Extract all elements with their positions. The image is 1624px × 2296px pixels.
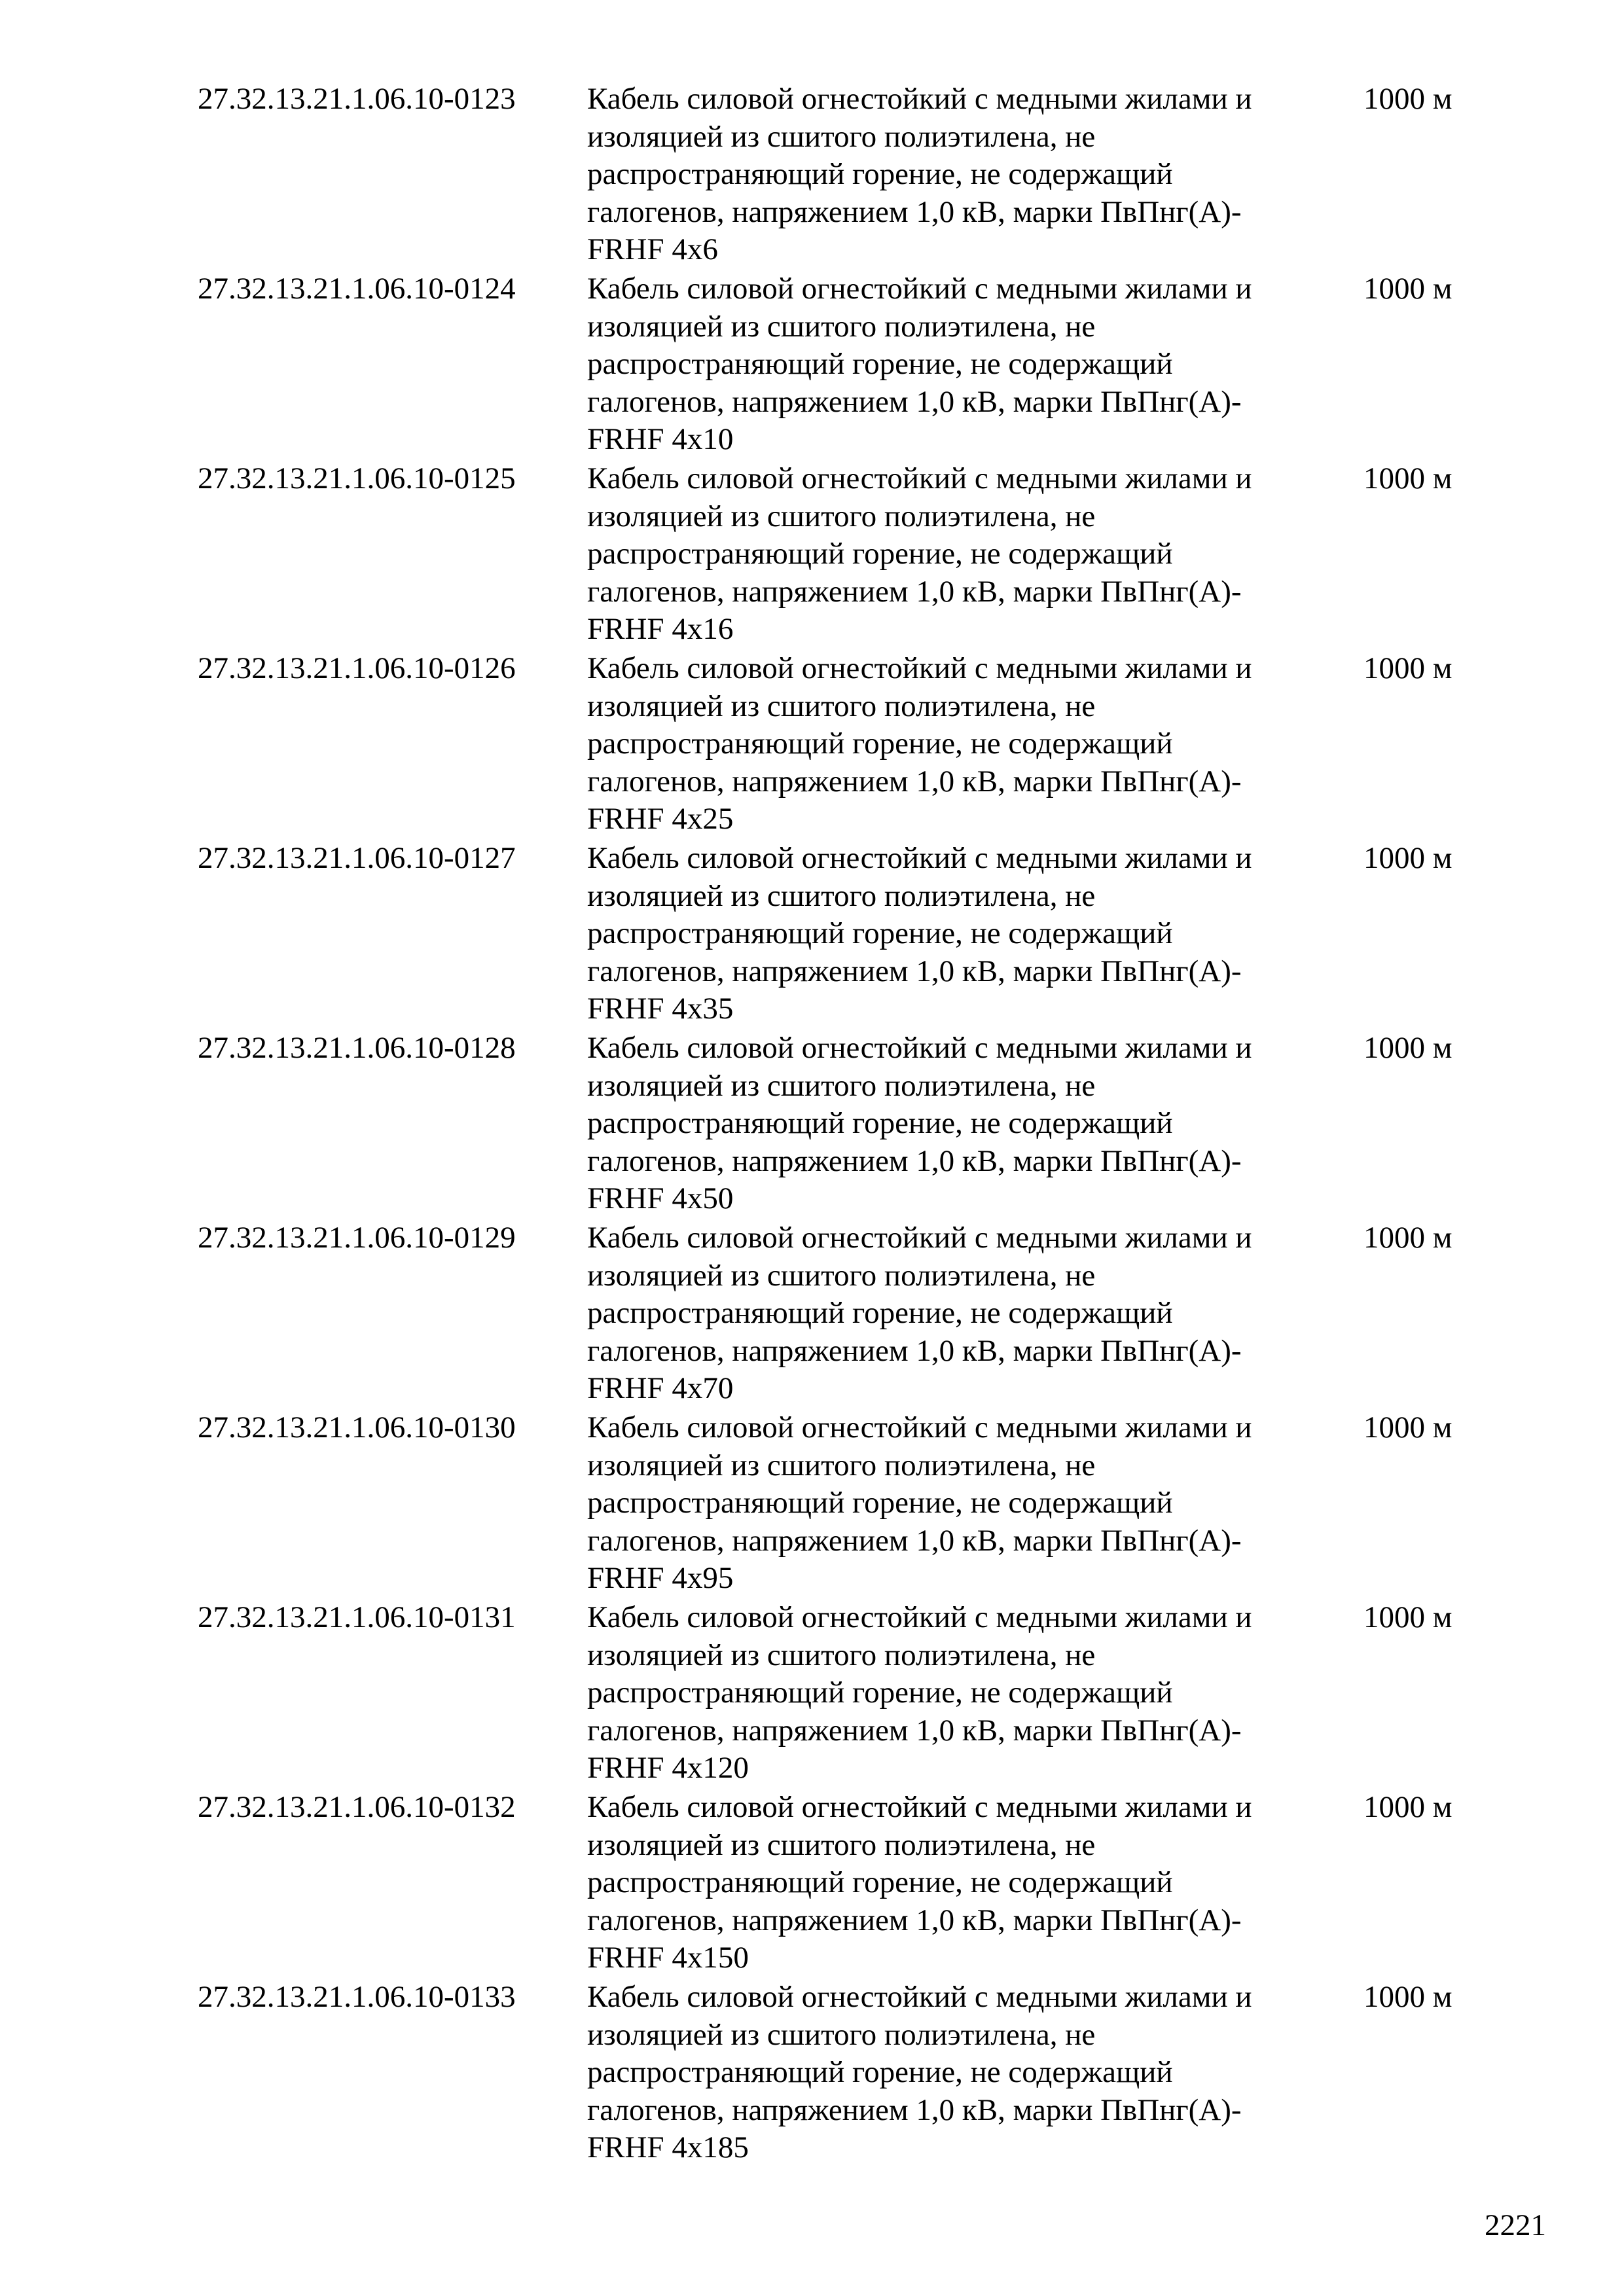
description-line: галогенов, напряжением 1,0 кВ, марки ПвПнг(А)- <box>587 2092 1242 2127</box>
description-line: изоляцией из сшитого полиэтилена, не <box>587 119 1096 154</box>
resource-code: 27.32.13.21.1.06.10-0126 <box>198 651 516 685</box>
description-line: изоляцией из сшитого полиэтилена, не <box>587 499 1096 533</box>
description-line: FRHF 4х25 <box>587 802 734 836</box>
description-line: изоляцией из сшитого полиэтилена, не <box>587 1827 1096 1862</box>
description-line: изоляцией из сшитого полиэтилена, не <box>587 1638 1096 1672</box>
description-line: FRHF 4х120 <box>587 1751 749 1785</box>
table-row <box>0 270 1624 460</box>
resource-code: 27.32.13.21.1.06.10-0124 <box>198 272 516 306</box>
description-line: распространяющий горение, не содержащий <box>587 726 1173 761</box>
description-line: распространяющий горение, не содержащий <box>587 1676 1173 1710</box>
resource-unit: 1000 м <box>1363 1031 1453 1065</box>
resource-description <box>587 650 1333 838</box>
description-line: FRHF 4х95 <box>587 1561 734 1595</box>
description-line: распространяющий горение, не содержащий <box>587 1106 1173 1140</box>
resource-description <box>587 81 1333 269</box>
description-line: FRHF 4х16 <box>587 612 734 646</box>
resource-code: 27.32.13.21.1.06.10-0133 <box>198 1980 516 2014</box>
description-line: Кабель силовой огнестойкий с медными жилами и <box>587 1600 1252 1634</box>
description-line: галогенов, напряжением 1,0 кВ, марки ПвПнг(А)- <box>587 384 1242 419</box>
description-line: Кабель силовой огнестойкий с медными жилами и <box>587 1790 1252 1824</box>
table-row <box>0 650 1624 840</box>
description-line: FRHF 4х35 <box>587 992 734 1026</box>
description-line: галогенов, напряжением 1,0 кВ, марки ПвПнг(А)- <box>587 954 1242 988</box>
description-line: изоляцией из сшитого полиэтилена, не <box>587 878 1096 913</box>
resource-description <box>587 270 1333 459</box>
description-line: FRHF 4х185 <box>587 2130 749 2164</box>
description-line: FRHF 4х70 <box>587 1371 734 1405</box>
description-line: галогенов, напряжением 1,0 кВ, марки ПвПнг(А)- <box>587 764 1242 798</box>
table-row <box>0 1599 1624 1789</box>
description-line: FRHF 4х150 <box>587 1941 749 1975</box>
resource-description <box>587 1979 1333 2167</box>
table-row <box>0 840 1624 1030</box>
description-line: изоляцией из сшитого полиэтилена, не <box>587 1448 1096 1482</box>
table-row <box>0 1030 1624 1219</box>
description-line: Кабель силовой огнестойкий с медными жилами и <box>587 651 1252 685</box>
table-row <box>0 1789 1624 1979</box>
resource-description <box>587 840 1333 1028</box>
table-row <box>0 1979 1624 2168</box>
description-line: FRHF 4х6 <box>587 232 718 266</box>
resource-description <box>587 1219 1333 1408</box>
description-line: Кабель силовой огнестойкий с медными жилами и <box>587 82 1252 116</box>
description-line: галогенов, напряжением 1,0 кВ, марки ПвПнг(А)- <box>587 1143 1242 1178</box>
description-line: распространяющий горение, не содержащий <box>587 2055 1173 2089</box>
description-line: распространяющий горение, не содержащий <box>587 537 1173 571</box>
resource-code: 27.32.13.21.1.06.10-0125 <box>198 461 516 495</box>
description-line: галогенов, напряжением 1,0 кВ, марки ПвПнг(А)- <box>587 1713 1242 1748</box>
description-line: FRHF 4х10 <box>587 422 734 456</box>
description-line: изоляцией из сшитого полиэтилена, не <box>587 309 1096 344</box>
resource-code: 27.32.13.21.1.06.10-0123 <box>198 82 516 116</box>
table-row <box>0 1219 1624 1409</box>
resource-unit: 1000 м <box>1363 1790 1453 1824</box>
resource-unit: 1000 м <box>1363 1980 1453 2014</box>
description-line: Кабель силовой огнестойкий с медными жилами и <box>587 272 1252 306</box>
resource-unit: 1000 м <box>1363 1410 1453 1444</box>
resource-unit: 1000 м <box>1363 1221 1453 1255</box>
description-line: Кабель силовой огнестойкий с медными жилами и <box>587 1221 1252 1255</box>
table-row <box>0 81 1624 270</box>
description-line: распространяющий горение, не содержащий <box>587 1486 1173 1520</box>
page-number: 2221 <box>1485 2208 1546 2242</box>
resource-unit: 1000 м <box>1363 841 1453 875</box>
resource-description <box>587 1599 1333 1787</box>
resource-code: 27.32.13.21.1.06.10-0131 <box>198 1600 516 1634</box>
description-line: галогенов, напряжением 1,0 кВ, марки ПвПнг(А)- <box>587 194 1242 229</box>
description-line: распространяющий горение, не содержащий <box>587 1865 1173 1899</box>
resource-description <box>587 1409 1333 1598</box>
resource-unit: 1000 м <box>1363 651 1453 685</box>
resource-code: 27.32.13.21.1.06.10-0129 <box>198 1221 516 1255</box>
resource-unit: 1000 м <box>1363 1600 1453 1634</box>
description-line: Кабель силовой огнестойкий с медными жилами и <box>587 1031 1252 1065</box>
description-line: галогенов, напряжением 1,0 кВ, марки ПвПнг(А)- <box>587 1903 1242 1937</box>
table-row <box>0 1409 1624 1599</box>
description-line: галогенов, напряжением 1,0 кВ, марки ПвПнг(А)- <box>587 1333 1242 1368</box>
resource-code: 27.32.13.21.1.06.10-0130 <box>198 1410 516 1444</box>
description-line: Кабель силовой огнестойкий с медными жилами и <box>587 461 1252 495</box>
description-line: Кабель силовой огнестойкий с медными жилами и <box>587 841 1252 875</box>
resource-code: 27.32.13.21.1.06.10-0127 <box>198 841 516 875</box>
description-line: галогенов, напряжением 1,0 кВ, марки ПвПнг(А)- <box>587 574 1242 609</box>
description-line: распространяющий горение, не содержащий <box>587 347 1173 381</box>
description-line: изоляцией из сшитого полиэтилена, не <box>587 1068 1096 1103</box>
description-line: Кабель силовой огнестойкий с медными жилами и <box>587 1410 1252 1444</box>
description-line: распространяющий горение, не содержащий <box>587 157 1173 191</box>
description-line: распространяющий горение, не содержащий <box>587 1296 1173 1330</box>
resource-code: 27.32.13.21.1.06.10-0128 <box>198 1031 516 1065</box>
resource-unit: 1000 м <box>1363 82 1453 116</box>
resource-description <box>587 1789 1333 1977</box>
description-line: FRHF 4х50 <box>587 1181 734 1215</box>
description-line: распространяющий горение, не содержащий <box>587 916 1173 950</box>
resource-description <box>587 460 1333 649</box>
description-line: изоляцией из сшитого полиэтилена, не <box>587 2017 1096 2052</box>
resource-code: 27.32.13.21.1.06.10-0132 <box>198 1790 516 1824</box>
description-line: Кабель силовой огнестойкий с медными жилами и <box>587 1980 1252 2014</box>
description-line: изоляцией из сшитого полиэтилена, не <box>587 1258 1096 1293</box>
table-row <box>0 460 1624 650</box>
resource-unit: 1000 м <box>1363 461 1453 495</box>
resource-unit: 1000 м <box>1363 272 1453 306</box>
resource-description <box>587 1030 1333 1218</box>
description-line: изоляцией из сшитого полиэтилена, не <box>587 689 1096 723</box>
description-line: галогенов, напряжением 1,0 кВ, марки ПвПнг(А)- <box>587 1523 1242 1558</box>
